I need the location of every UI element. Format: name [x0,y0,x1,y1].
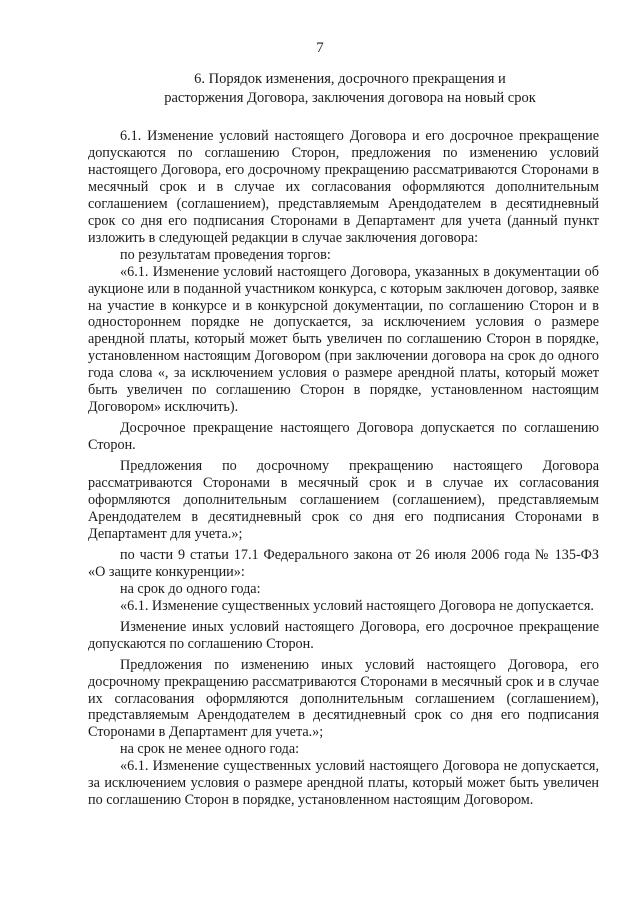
paragraph-term-up-to-one-year: на срок до одного года: [120,580,261,597]
paragraph-termination-proposals: Предложения по досрочному прекращению настоящего Договора рассматриваются Сторонами в месячный срок и в случае их согласования оформляются дополнительным соглашением (соглашением), представляемым Арендодателем в десятидневный срок со дня его подписания Сторонами в Департамент для учета.»; [88,458,599,542]
paragraph-short-term-6-1: «6.1. Изменение существенных условий настоящего Договора не допускается. [120,597,594,614]
paragraph-long-term-6-1: «6.1. Изменение существенных условий настоящего Договора не допускается, за исключением условия о размере арендной платы, который может быть увеличен по соглашению Сторон в порядке, установленном настоящим Договором. [88,758,599,809]
section-title [130,70,570,108]
document-body [88,128,599,809]
paragraph-term-at-least-one-year: на срок не менее одного года: [120,741,300,758]
section-title-line-2: расторжения Договора, заключения договора на новый срок [164,90,536,106]
paragraph-variant-law-reference: по части 9 статьи 17.1 Федерального закона от 26 июля 2006 года № 135-ФЗ «О защите конкуренции»: [88,546,599,580]
paragraph-early-termination: Досрочное прекращение настоящего Договора допускается по соглашению Сторон. [88,420,599,454]
paragraph-variant-auction: по результатам проведения торгов: [120,246,331,263]
paragraph-6-1-general: 6.1. Изменение условий настоящего Договора и его досрочное прекращение допускаются по соглашению Сторон, предложения по изменению условий настоящего Договора, его досрочному прекращению рассматриваются Сторонами в месячный срок и в случае их согласования оформляются дополнительным соглашением (соглашением), представляемым Арендодателем в десятидневный срок со дня его подписания Сторонами в Департамент для учета (данный пункт изложить в следующей редакции в случае заключения договора: [88,128,599,246]
section-title-line-1: 6. Порядок изменения, досрочного прекращения и [194,71,506,87]
paragraph-other-conditions: Изменение иных условий настоящего Договора, его досрочное прекращение допускаются по соглашению Сторон. [88,618,599,652]
paragraph-auction-6-1: «6.1. Изменение условий настоящего Договора, указанных в документации об аукционе или в поданной участником конкурса, с которым заключен договор, заявке на участие в конкурсе и в конкурсной документации, по соглашению Сторон и в одностороннем порядке не допускается, за исключением условия о размере арендной платы, который может быть увеличен по соглашению Сторон в порядке, установленном настоящим Договором (при заключении договора на срок до одного года слова «, за исключением условия о размере арендной платы, который может быть увеличен по соглашению Сторон в порядке, установленном настоящим Договором» исключить). [88,263,599,416]
paragraph-change-proposals: Предложения по изменению иных условий настоящего Договора, его досрочному прекращению рассматриваются Сторонами в месячный срок и в случае их согласования оформляются дополнительным соглашением (соглашением), представляемым Арендодателем в десятидневный срок со дня его подписания Сторонами в Департамент для учета.»; [88,656,599,741]
page-number: 7 [316,40,324,56]
